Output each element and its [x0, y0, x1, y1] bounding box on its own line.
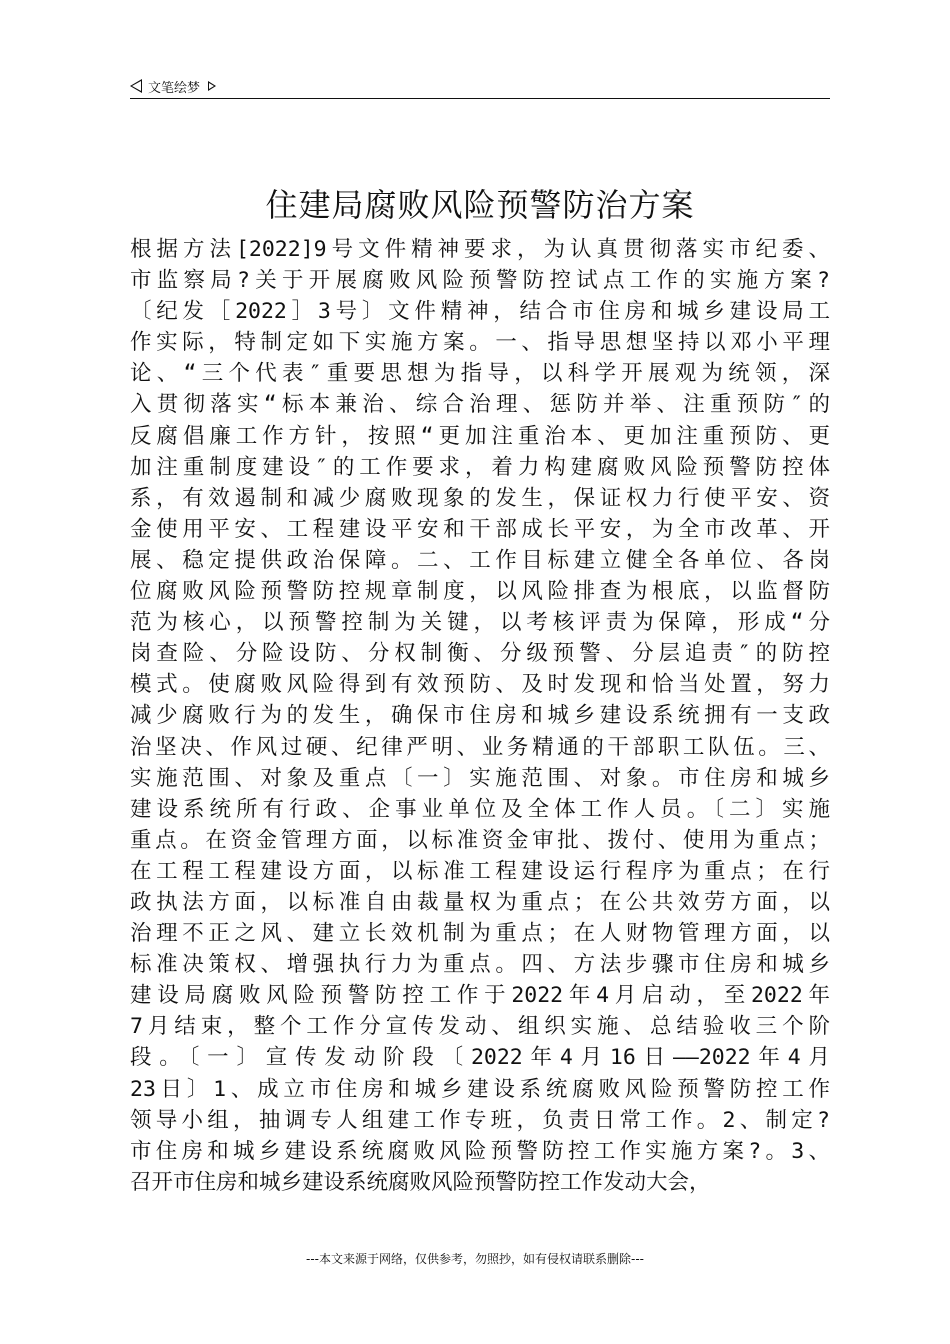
body-line: 岗查险、分险设防、分权制衡、分级预警、分层追责″的防控 — [130, 641, 830, 667]
body-line: 标准决策权、增强执行力为重点。四、方法步骤市住房和城乡 — [130, 952, 830, 978]
page-header — [130, 74, 830, 98]
body-line: 23日〕1、成立市住房和城乡建设系统腐败风险预警防控工作 — [130, 1076, 830, 1102]
document-body — [130, 234, 830, 1198]
body-line: 反腐倡廉工作方针，按照“更加注重治本、更加注重预防、更 — [130, 423, 830, 449]
body-line: 作实际，特制定如下实施方案。一、指导思想坚持以邓小平理 — [130, 330, 830, 356]
body-line: 金使用平安、工程建设平安和干部成长平安，为全市改革、开 — [130, 516, 830, 542]
body-line: 论、“三个代表″重要思想为指导，以科学开展观为统领，深 — [130, 361, 830, 387]
body-line: 领导小组，抽调专人组建工作专班，负责日常工作。2、制定? — [130, 1107, 830, 1133]
footer-notice: ---本文来源于网络，仅供参考，勿照抄，如有侵权请联系删除--- — [306, 1252, 644, 1266]
body-line: 减少腐败行为的发生，确保市住房和城乡建设系统拥有一支政 — [130, 703, 830, 729]
body-line: 位腐败风险预警防控规章制度，以风险排查为根底，以监督防 — [130, 579, 830, 605]
body-line: 召开市住房和城乡建设系统腐败风险预警防控工作发动大会， — [130, 1169, 711, 1195]
body-line: 建设局腐败风险预警防控工作于2022年4月启动，至2022年 — [130, 983, 830, 1009]
body-line: 市监察局?关于开展腐败风险预警防控试点工作的实施方案? — [130, 268, 830, 294]
body-line: 治理不正之风、建立长效机制为重点；在人财物管理方面，以 — [130, 921, 830, 947]
header-brand: 文笔绘梦 — [148, 80, 201, 96]
body-line: 系，有效遏制和减少腐败现象的发生，保证权力行使平安、资 — [130, 485, 830, 511]
body-line: 建设系统所有行政、企事业单位及全体工作人员。〔二〕实施 — [130, 796, 830, 822]
document-title: 住建局腐败风险预警防治方案 — [265, 186, 695, 224]
header-divider — [130, 98, 830, 99]
body-line: 段。〔一〕宣传发动阶段〔2022年4月16日——2022年4月 — [130, 1045, 830, 1071]
body-line: 加注重制度建设″的工作要求，着力构建腐败风险预警防控体 — [130, 454, 830, 480]
body-line: 范为核心，以预警控制为关键，以考核评责为保障，形成“分 — [130, 610, 830, 636]
body-line: 7月结束，整个工作分宣传发动、组织实施、总结验收三个阶 — [130, 1014, 830, 1040]
body-line: 政执法方面，以标准自由裁量权为重点；在公共效劳方面，以 — [130, 889, 830, 915]
body-line: 根据方法[2022]9号文件精神要求，为认真贯彻落实市纪委、 — [130, 237, 830, 262]
body-line: 〔纪发［2022］3号〕文件精神，结合市住房和城乡建设局工 — [130, 299, 830, 325]
body-line: 在工程工程建设方面，以标准工程建设运行程序为重点；在行 — [130, 858, 830, 884]
triangle-left-icon — [130, 79, 142, 93]
body-line: 展、稳定提供政治保障。二、工作目标建立健全各单位、各岗 — [130, 547, 830, 573]
body-line: 模式。使腐败风险得到有效预防、及时发现和恰当处置，努力 — [130, 672, 830, 698]
body-line: 市住房和城乡建设系统腐败风险预警防控工作实施方案?。3、 — [130, 1138, 830, 1164]
body-line: 重点。在资金管理方面，以标准资金审批、拨付、使用为重点； — [130, 827, 830, 853]
body-line: 实施范围、对象及重点〔一〕实施范围、对象。市住房和城乡 — [130, 765, 830, 791]
body-line: 入贯彻落实“标本兼治、综合治理、惩防并举、注重预防″的 — [130, 392, 830, 418]
triangle-right-icon — [208, 81, 216, 91]
body-line: 治坚决、作风过硬、纪律严明、业务精通的干部职工队伍。三、 — [130, 734, 830, 760]
